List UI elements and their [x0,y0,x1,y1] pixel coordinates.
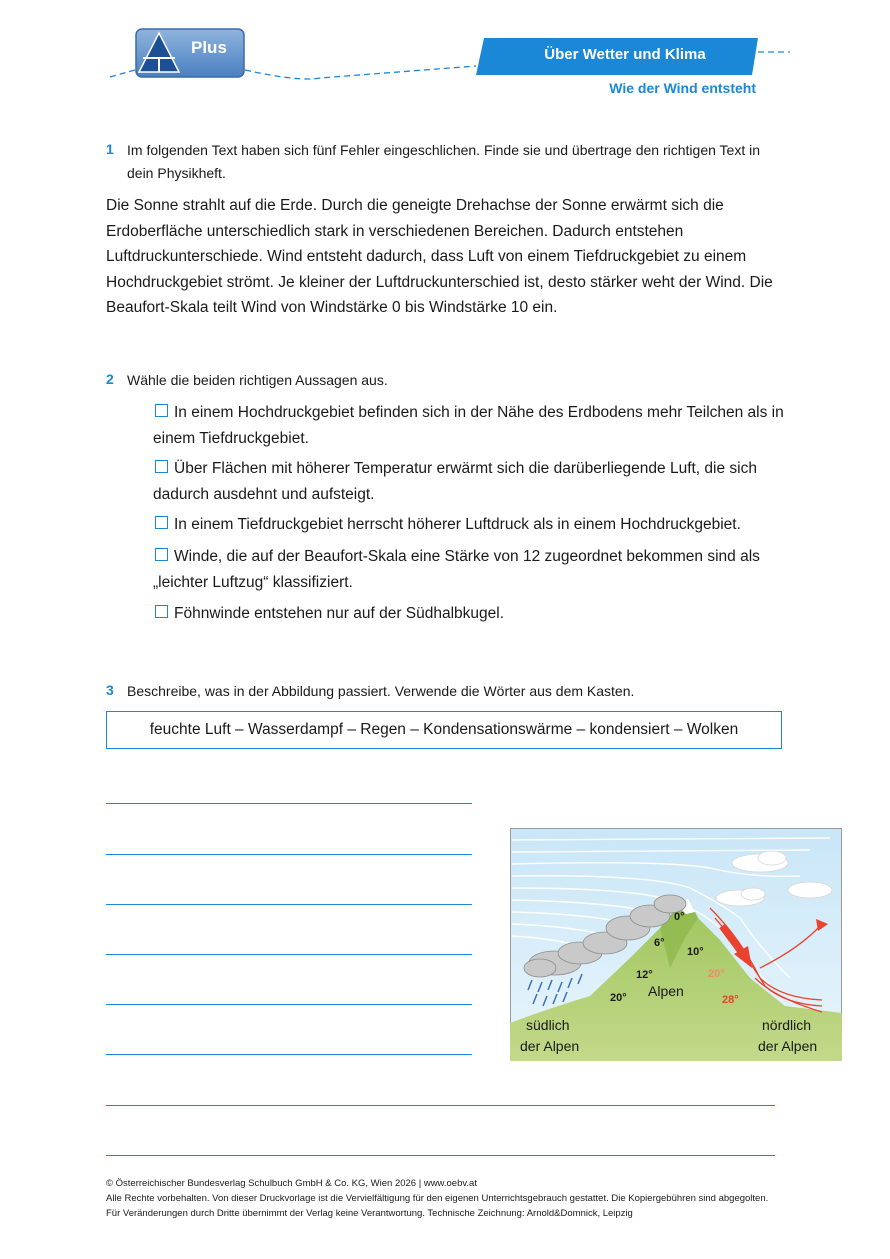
temp-north-mid: 20° [708,968,725,980]
option-4[interactable]: Winde, die auf der Beaufort-Skala eine Stärke von 12 zugeordnet bekommen sind als „leichter Luftzug“ klassifiziert. [153,548,760,591]
task-3-number: 3 [106,682,114,698]
writing-line[interactable] [106,1004,472,1005]
checkbox[interactable] [155,460,168,473]
south-label-2: der Alpen [520,1038,580,1054]
footer-disclaimer: Für Veränderungen durch Dritte übernimmt der Verlag keine Verantwortung. Technische Zeichnung: Arnold&Domnick, Leipzig [106,1208,633,1219]
plus-logo [135,28,245,78]
foehn-illustration [510,828,842,1061]
task-1-number: 1 [106,141,114,157]
word-box: feuchte Luft – Wasserdampf – Regen – Kondensationswärme – kondensiert – Wolken [106,711,782,749]
temp-south-upper: 6° [654,937,665,949]
option-1[interactable]: In einem Hochdruckgebiet befinden sich in der Nähe des Erdbodens mehr Teilchen als in einem Tiefdruckgebiet. [153,404,784,447]
checkbox[interactable] [155,404,168,417]
checkbox[interactable] [155,548,168,561]
task-2-instruction: Wähle die beiden richtigen Aussagen aus. [127,372,388,388]
writing-line[interactable] [106,904,472,905]
south-label-1: südlich [526,1017,570,1033]
north-label-2: der Alpen [758,1038,818,1054]
footer [106,1176,806,1221]
task-2-number: 2 [106,371,114,387]
writing-line[interactable] [106,854,472,855]
checkbox[interactable] [155,605,168,618]
mountain-label: Alpen [648,983,684,999]
temp-peak: 0° [674,911,685,923]
page-subtitle: Wie der Wind entsteht [609,80,756,96]
temp-north-low: 28° [722,994,739,1006]
writing-line[interactable] [106,1054,472,1055]
footer-rights: Alle Rechte vorbehalten. Von dieser Druckvorlage ist die Vervielfältigung für den eigenen Unterrichtsgebrauch gestattet. Die Kopiergebühren sind abgegolten. [106,1193,769,1204]
temp-north-upper: 10° [687,946,704,958]
writing-line[interactable] [106,954,472,955]
temp-south-mid: 12° [636,969,653,981]
north-label-1: nördlich [762,1017,812,1033]
writing-line[interactable] [106,1155,775,1156]
option-3[interactable]: In einem Tiefdruckgebiet herrscht höherer Luftdruck als in einem Hochdruckgebiet. [153,512,793,538]
page-title: Über Wetter und Klima [544,46,706,63]
checkbox[interactable] [155,516,168,529]
option-2[interactable]: Über Flächen mit höherer Temperatur erwärmt sich die darüberliegende Luft, die sich dadurch ausdehnt und aufsteigt. [153,460,757,503]
footer-copyright: © Österreichischer Bundesverlag Schulbuch GmbH & Co. KG, Wien 2026 | www.oebv.at [106,1178,477,1189]
writing-line[interactable] [106,803,472,804]
option-5[interactable]: Föhnwinde entstehen nur auf der Südhalbkugel. [153,601,793,627]
temp-south-low: 20° [610,992,627,1004]
writing-line[interactable] [106,1105,775,1106]
task-1-instruction: Im folgenden Text haben sich fünf Fehler eingeschlichen. Finde sie und übertrage den richtigen Text in dein Physikheft. [127,142,760,181]
logo-text: Plus [191,38,227,57]
task-3-instruction: Beschreibe, was in der Abbildung passiert. Verwende die Wörter aus dem Kasten. [127,683,635,699]
task-1-text: Die Sonne strahlt auf die Erde. Durch die geneigte Drehachse der Sonne erwärmt sich die Erdoberfläche unterschiedlich stark in verschiedenen Bereichen. Dadurch entstehen Luftdruckunterschiede. Wind entsteht dadurch, dass Luft von einem Tiefdruckgebiet zu einem Hochdruckgebiet strömt. Je kleiner der Luftdruckunterschied ist, desto stärker weht der Wind. Die Beaufort-Skala teilt Wind von Windstärke 0 bis Windstärke 10 ein. [106,197,773,316]
